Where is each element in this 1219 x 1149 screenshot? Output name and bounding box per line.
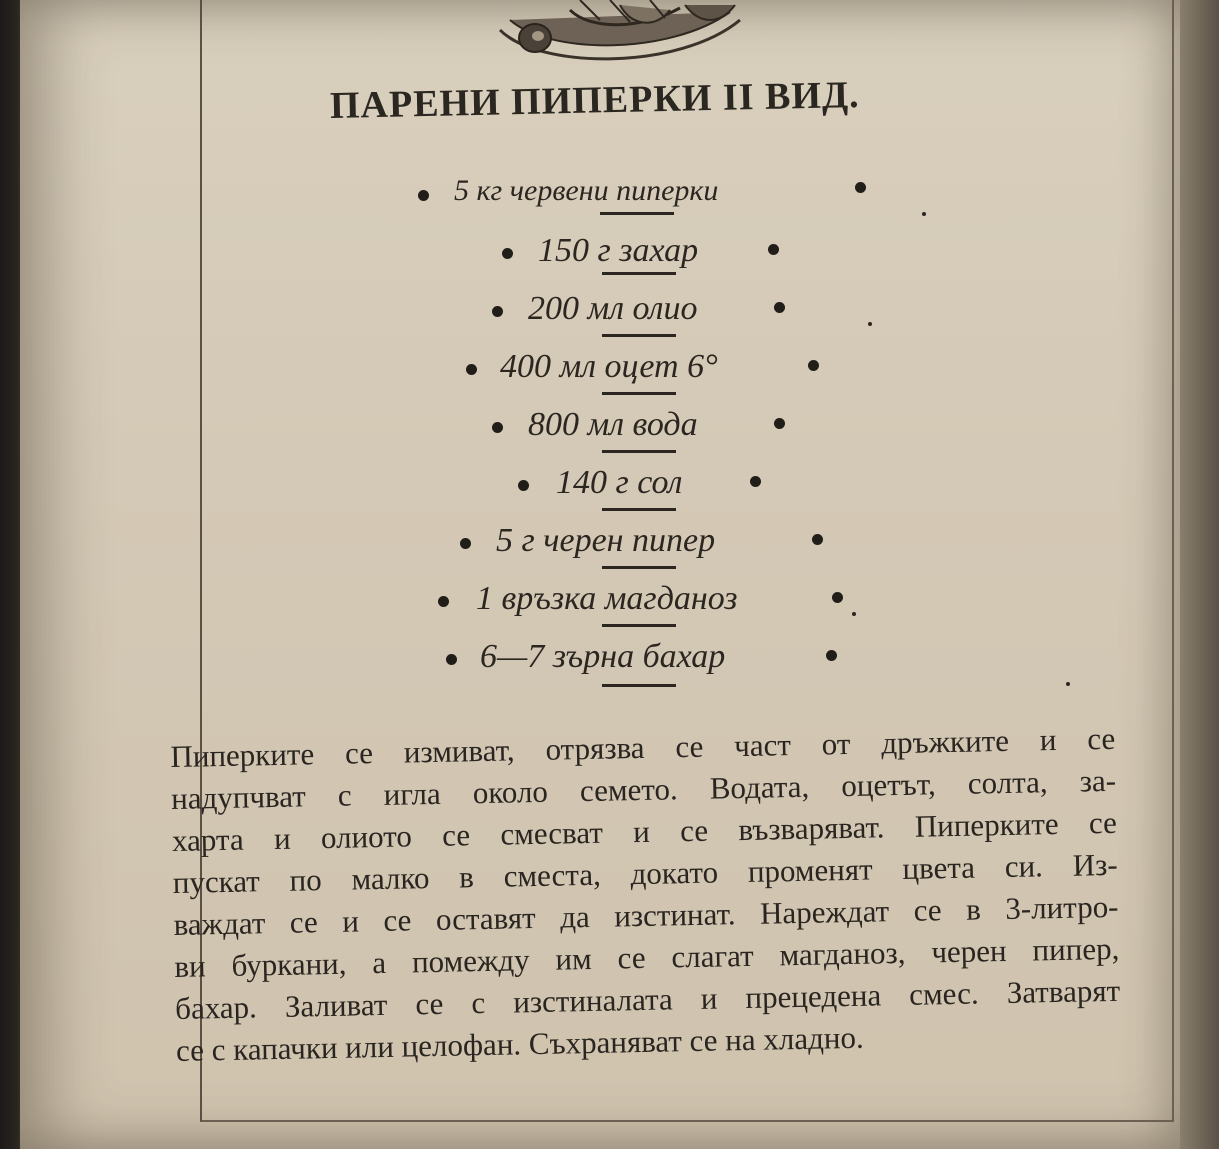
- instructions-line: ви буркани, а помежду им се слагат магданоз, черен пипер,: [174, 930, 1120, 984]
- bullet-icon: [460, 538, 471, 549]
- instructions-line: бахар. Заливат се с изстиналата и прецедена смес. Затварят: [174, 972, 1121, 1026]
- print-speck: [868, 322, 872, 326]
- ingredient-text: 200 мл олио: [528, 290, 698, 327]
- center-underline: [602, 272, 676, 275]
- instructions-line: надупчват с игла около семето. Водата, оцетът, солта, за-: [170, 762, 1117, 816]
- instructions-line: Пиперките се измиват, отрязва се част от дръжките и се: [170, 720, 1116, 774]
- bullet-icon: [492, 306, 503, 317]
- bullet-icon: [808, 360, 819, 371]
- ingredient-text: 400 мл оцет 6°: [500, 348, 718, 385]
- bullet-icon: [492, 422, 503, 433]
- bullet-icon: [518, 480, 529, 491]
- print-speck: [852, 612, 856, 616]
- ingredient-text: 5 кг червени пиперки: [454, 174, 719, 207]
- print-speck: [922, 212, 926, 216]
- ingredient-text: 800 мл вода: [528, 406, 698, 443]
- bullet-icon: [438, 596, 449, 607]
- ingredient-item: [360, 168, 920, 226]
- bullet-icon: [502, 248, 513, 259]
- center-underline: [600, 212, 674, 215]
- bullet-icon: [826, 650, 837, 661]
- ingredient-item: [360, 458, 920, 516]
- instructions-line: харта и олиото се смесват и се възваряват. Пиперките се: [171, 804, 1118, 858]
- bullet-icon: [812, 534, 823, 545]
- center-underline: [602, 334, 676, 337]
- bullet-icon: [768, 244, 779, 255]
- instructions-line: важдат се и се оставят да изстинат. Нареждат се в 3-литро-: [173, 888, 1119, 942]
- ingredient-list: [360, 168, 920, 690]
- ingredient-text: 1 връзка магданоз: [476, 580, 738, 617]
- ingredient-text: 140 г сол: [556, 464, 683, 501]
- bullet-icon: [832, 592, 843, 603]
- ingredient-item: [360, 284, 920, 342]
- center-underline: [602, 392, 676, 395]
- bullet-icon: [750, 476, 761, 487]
- bullet-icon: [855, 182, 866, 193]
- recipe-title: ПАРЕНИ ПИПЕРКИ II ВИД.: [329, 73, 860, 127]
- center-underline: [602, 684, 676, 687]
- center-underline: [602, 450, 676, 453]
- ingredient-item: [360, 516, 920, 574]
- bullet-icon: [466, 364, 477, 375]
- print-speck: [1066, 682, 1070, 686]
- food-bowl-illustration-icon: [480, 0, 780, 70]
- ingredient-item: [360, 342, 920, 400]
- bullet-icon: [774, 302, 785, 313]
- ingredient-item: [360, 400, 920, 458]
- center-underline: [602, 624, 676, 627]
- ingredient-item: [360, 632, 920, 690]
- center-underline: [602, 508, 676, 511]
- bullet-icon: [418, 190, 429, 201]
- bullet-icon: [446, 654, 457, 665]
- ingredient-text: 6—7 зърна бахар: [480, 638, 726, 675]
- ingredient-item: [360, 226, 920, 284]
- bullet-icon: [774, 418, 785, 429]
- center-underline: [602, 566, 676, 569]
- ingredient-text: 5 г черен пипер: [496, 522, 716, 559]
- ingredient-text: 150 г захар: [538, 232, 699, 269]
- ingredient-item: [360, 574, 920, 632]
- instructions-paragraph: [170, 718, 1126, 1072]
- instructions-line: пускат по малко в сместа, докато променят цвета си. Из-: [172, 846, 1118, 900]
- instructions-line: се с капачки или целофан. Съхраняват се на хладно.: [175, 1019, 864, 1068]
